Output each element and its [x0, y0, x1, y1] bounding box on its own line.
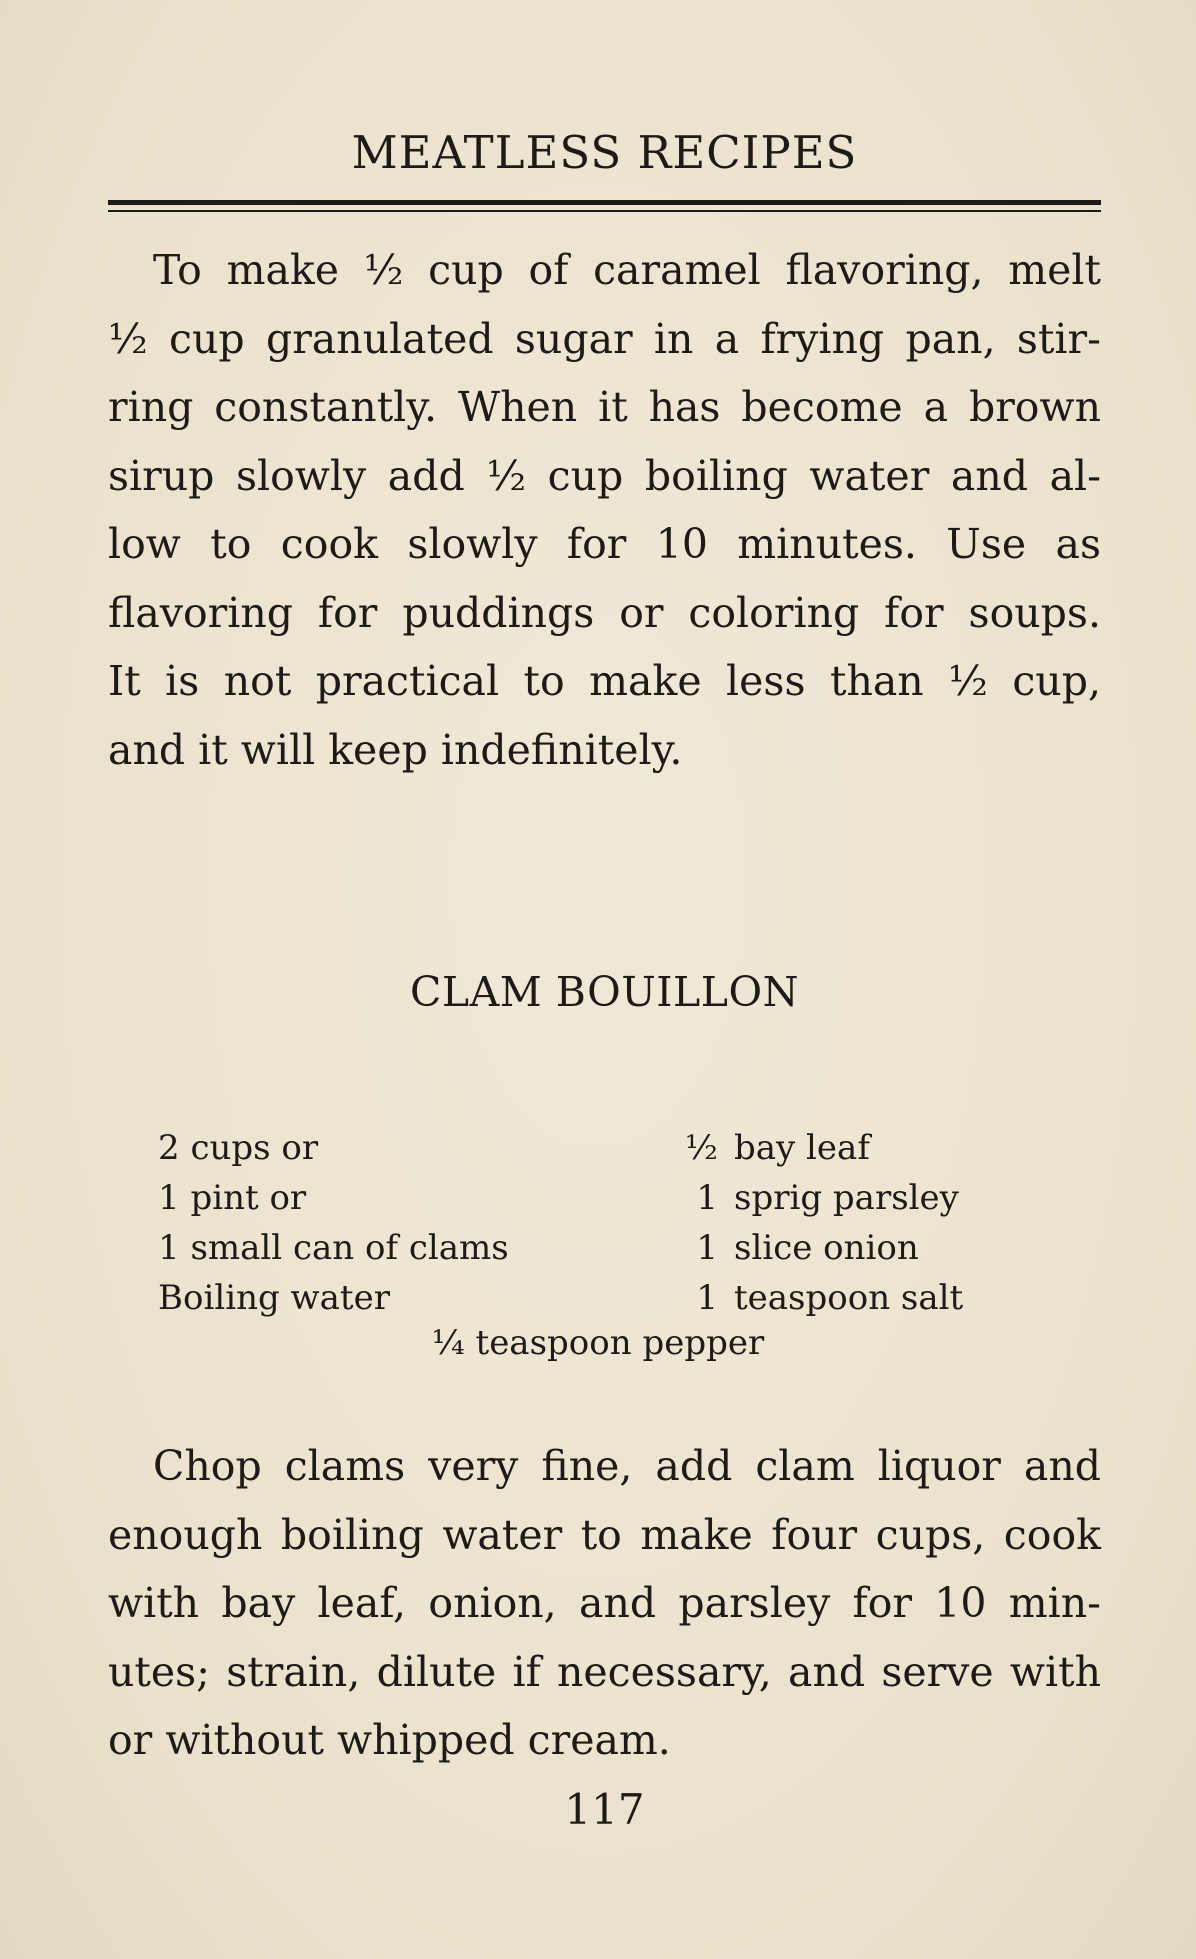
ingredient-item-centered: ¼ teaspoon pepper: [431, 1323, 765, 1363]
ingredient-item: [658, 1173, 1078, 1223]
paragraph-line: To make ½ cup of caramel flavoring, melt: [153, 246, 1101, 294]
ingredient-item: 1 small can of clams: [158, 1228, 509, 1268]
paragraph-line: and it will keep indefinitely.: [108, 725, 683, 774]
recipe-title: CLAM BOUILLON: [410, 968, 799, 1016]
paragraph-line: flavoring for puddings or coloring for soups.: [108, 588, 1101, 637]
paragraph-line: Chop clams very fine, add clam liquor and: [153, 1442, 1101, 1490]
ingredient-item: [658, 1273, 1078, 1323]
paragraph-line: with bay leaf, onion, and parsley for 10 min-: [108, 1579, 1101, 1627]
directions-paragraph: [108, 1432, 1101, 1775]
ingredient-item: 2 cups or: [158, 1128, 319, 1168]
ingredient-quantity: 1: [696, 1278, 718, 1318]
paragraph-line: It is not practical to make less than ½ cup,: [108, 657, 1101, 705]
header-rule-thin: [108, 210, 1101, 212]
paragraph-line: low to cook slowly for 10 minutes. Use as: [108, 520, 1101, 568]
ingredient-name: bay leaf: [734, 1128, 870, 1168]
running-title: MEATLESS RECIPES: [351, 126, 858, 179]
ingredient-item: [658, 1123, 1078, 1173]
paragraph-line: utes; strain, dilute if necessary, and serve with: [108, 1647, 1101, 1696]
page-number: 117: [564, 1785, 645, 1834]
ingredient-name: slice onion: [734, 1228, 919, 1268]
ingredients-left-column: [158, 1123, 578, 1323]
paragraph-line: enough boiling water to make four cups, cook: [108, 1510, 1101, 1559]
ingredients-right-column: [658, 1123, 1078, 1323]
paragraph-line: ring constantly. When it has become a brown: [108, 383, 1101, 431]
ingredient-name: teaspoon salt: [734, 1278, 964, 1318]
paragraph-line: or without whipped cream.: [108, 1716, 671, 1764]
ingredient-item: Boiling water: [158, 1278, 390, 1318]
ingredient-item: 1 pint or: [158, 1178, 307, 1218]
ingredient-quantity: ½: [685, 1128, 718, 1168]
header-rule-thick: [108, 200, 1101, 205]
ingredient-quantity: 1: [696, 1178, 718, 1218]
ingredient-quantity: 1: [696, 1228, 718, 1268]
ingredient-name: sprig parsley: [734, 1178, 959, 1218]
intro-paragraph: [108, 236, 1101, 784]
paragraph-line: ½ cup granulated sugar in a frying pan, stir-: [108, 314, 1101, 363]
paragraph-line: sirup slowly add ½ cup boiling water and al-: [108, 451, 1101, 500]
ingredient-item: [658, 1223, 1078, 1273]
